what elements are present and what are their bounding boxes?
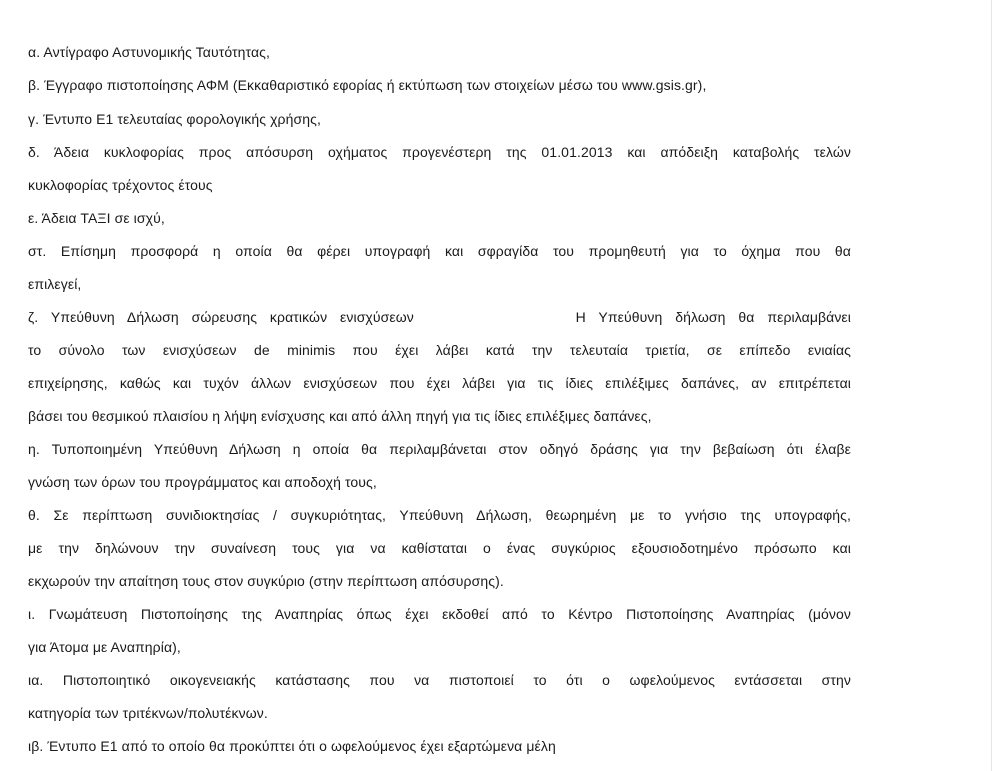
doc-line-d-cont: κυκλοφορίας τρέχοντος έτους	[28, 177, 213, 193]
doc-line-st: στ. Επίσημη προσφορά η οποία θα φέρει υπογραφή και σφραγίδα του προμηθευτή για το όχημα που θα	[28, 243, 851, 259]
doc-line-ia: ια. Πιστοποιητικό οικογενειακής κατάστασης που να πιστοποιεί το ότι ο ωφελούμενος εντάσσεται στην	[28, 672, 851, 688]
doc-line-h: η. Τυποποιημένη Υπεύθυνη Δήλωση η οποία θα περιλαμβάνεται στον οδηγό δράσης για την βεβαίωση ότι έλαβε	[28, 441, 851, 457]
doc-line-th-cont-1: με την δηλώνουν την συναίνεση τους για να καθίσταται ο ένας συγκύριος εξουσιοδοτημένο πρόσωπο και	[28, 540, 851, 556]
doc-line-ia-cont: κατηγορία των τριτέκνων/πολυτέκνων.	[28, 705, 268, 721]
doc-line-c: γ. Έντυπο Ε1 τελευταίας φορολογικής χρήσης,	[28, 111, 321, 127]
doc-line-h-cont: γνώση των όρων του προγράμματος και αποδοχή τους,	[28, 474, 377, 490]
doc-line-i: ι. Γνωμάτευση Πιστοποίησης της Αναπηρίας όπως έχει εκδοθεί από το Κέντρο Πιστοποίησης Αναπηρίας (μόνον	[28, 606, 851, 622]
doc-line-b: β. Έγγραφο πιστοποίησης ΑΦΜ (Εκκαθαριστικό εφορίας ή εκτύπωση των στοιχείων μέσω του www.gsis.gr),	[28, 77, 707, 93]
doc-line-th-cont-2: εκχωρούν την απαίτηση τους στον συγκύριο (στην περίπτωση απόσυρσης).	[28, 573, 504, 589]
doc-line-e: ε. Άδεια ΤΑΞΙ σε ισχύ,	[28, 210, 165, 226]
doc-line-th: θ. Σε περίπτωση συνιδιοκτησίας / συγκυριότητας, Υπεύθυνη Δήλωση, θεωρημένη με το γνήσιο της υπογραφής,	[28, 507, 851, 523]
doc-line-z-right: Η Υπεύθυνη δήλωση θα περιλαμβάνει	[575, 309, 851, 325]
doc-line-z-cont-1: το σύνολο των ενισχύσεων de minimis που έχει λάβει κατά την τελευταία τριετία, σε επίπεδο ενιαίας	[28, 342, 851, 358]
doc-line-a: α. Αντίγραφο Αστυνομικής Ταυτότητας,	[28, 44, 271, 60]
doc-line-z-cont-3: βάσει του θεσμικού πλαισίου η λήψη ενίσχυσης και από άλλη πηγή για τις ίδιες επιλέξιμες δαπάνες,	[28, 408, 652, 424]
doc-line-z-left: ζ. Υπεύθυνη Δήλωση σώρευσης κρατικών ενισχύσεων	[28, 309, 414, 325]
doc-line-ib: ιβ. Έντυπο Ε1 από το οποίο θα προκύπτει ότι ο ωφελούμενος έχει εξαρτώμενα μέλη	[28, 738, 556, 754]
doc-line-i-cont: για Άτομα με Αναπηρία),	[28, 639, 181, 655]
doc-line-z	[28, 308, 851, 326]
doc-line-st-cont: επιλεγεί,	[28, 276, 82, 292]
doc-line-d: δ. Άδεια κυκλοφορίας προς απόσυρση οχήματος προγενέστερη της 01.01.2013 και απόδειξη καταβολής τελών	[28, 144, 851, 160]
doc-line-z-cont-2: επιχείρησης, καθώς και τυχόν άλλων ενισχύσεων που έχει λάβει για τις ίδιες επιλέξιμες δαπάνες, αν επιτρέπεται	[28, 375, 851, 391]
